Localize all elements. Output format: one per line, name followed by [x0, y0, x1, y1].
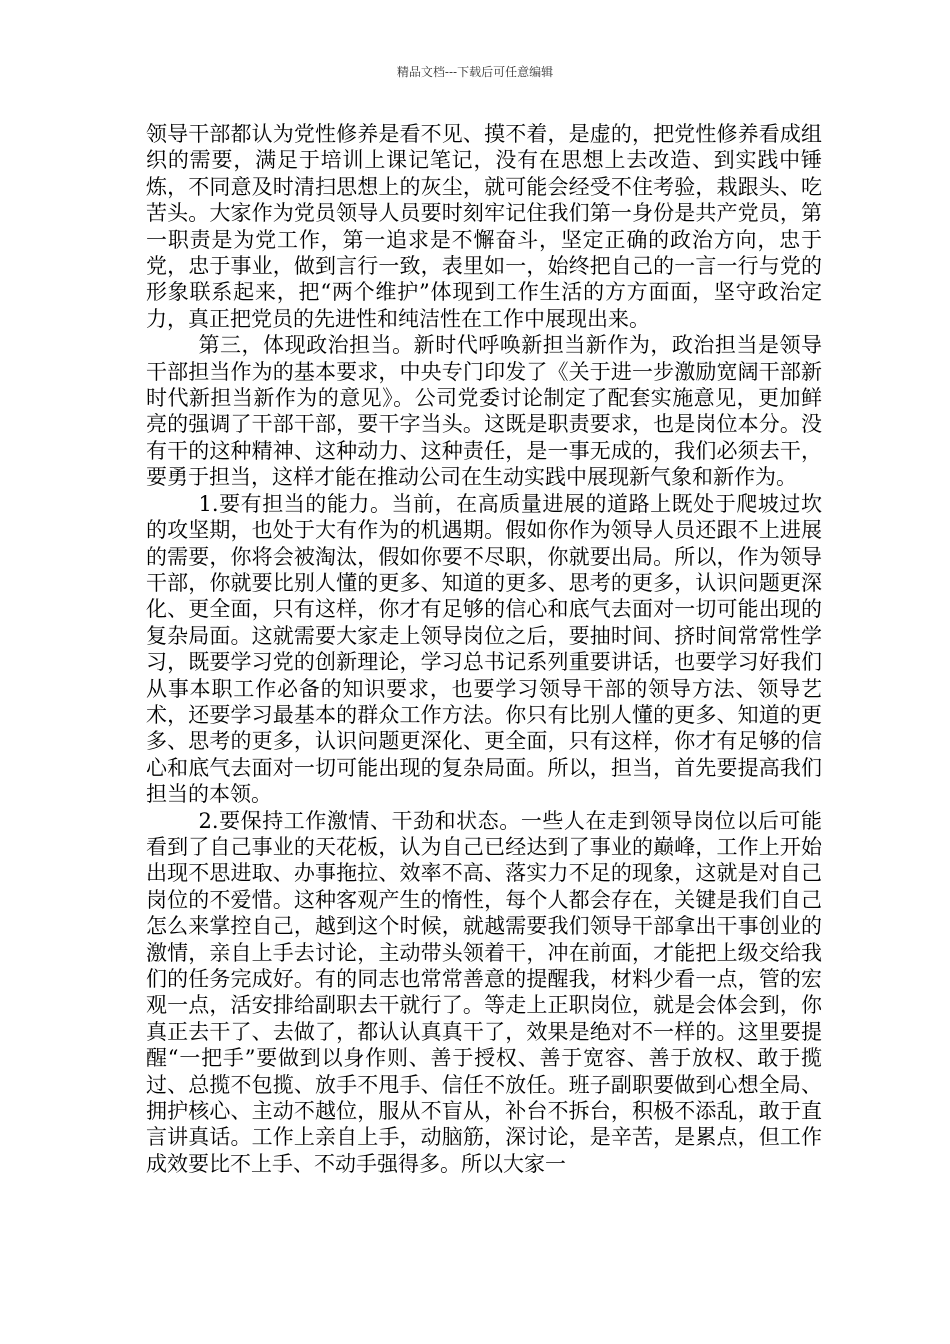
paragraph-continuation: 领导干部都认为党性修养是看不见、摸不着，是虚的，把党性修养看成组织的需要，满足于培训上课记笔记，没有在思想上去改造、到实践中锤炼，不同意及时清扫思想上的灰尘，就可能会经受不住考验，栽跟头、吃苦头。大家作为党员领导人员要时刻牢记住我们第一身份是共产党员，第一职责是为党工作，第一追求是不懈奋斗，坚定正确的政治方向，忠于党，忠于事业，做到言行一致，表里如一，始终把自己的一言一行与党的形象联系起来，把“两个维护”体现到工作生活的方方面面，坚守政治定力，真正把党员的先进性和纯洁性在工作中展现出来。	[146, 122, 822, 331]
paragraph-point-one: 1.要有担当的能力。当前，在高质量进展的道路上既处于爬坡过坎的攻坚期，也处于大有作为的机遇期。假如你作为领导人员还跟不上进展的需要，你将会被淘汰，假如你要不尽职，你就要出局。所以，作为领导干部，你就要比别人懂的更多、知道的更多、思考的更多，认识问题更深化、更全面，只有这样，你才有足够的信心和底气去面对一切可能出现的复杂局面。这就需要大家走上领导岗位之后，要抽时间、挤时间常常性学习，既要学习党的创新理论，学习总书记系列重要讲话，也要学习好我们从事本职工作必备的知识要求，也要学习领导干部的领导方法、领导艺术，还要学习最基本的群众工作方法。你只有比别人懂的更多、知道的更多、思考的更多，认识问题更深化、更全面，只有这样，你才有足够的信心和底气去面对一切可能出现的复杂局面。所以，担当，首先要提高我们担当的本领。	[146, 491, 822, 807]
page-header: 精品文档---下载后可任意编辑	[396, 65, 554, 79]
paragraph-section-three: 第三，体现政治担当。新时代呼唤新担当新作为，政治担当是领导干部担当作为的基本要求，中央专门印发了《关于进一步激励宽阔干部新时代新担当新作为的意见》。公司党委讨论制定了配套实施意见，更加鲜亮的强调了干部干部，要干字当头。这既是职责要求，也是岗位本分。没有干的这种精神、这种动力、这种责任，是一事无成的，我们必须去干，要勇于担当，这样才能在推动公司在生动实践中展现新气象和新作为。	[146, 333, 822, 490]
document-body	[146, 121, 822, 1177]
paragraph-point-two: 2.要保持工作激情、干劲和状态。一些人在走到领导岗位以后可能看到了自己事业的天花板，认为自己已经达到了事业的巅峰，工作上开始出现不思进取、办事拖拉、效率不高、落实力不足的现象，这就是对自己岗位的不爱惜。这种客观产生的惰性，每个人都会存在，关键是我们自己怎么来掌控自己，越到这个时候，就越需要我们领导干部拿出干事创业的激情，亲自上手去讨论，主动带头领着干，冲在前面，才能把上级交给我们的任务完成好。有的同志也常常善意的提醒我，材料少看一点，管的宏观一点，活安排给副职去干就行了。等走上正职岗位，就是会体会到，你真正去干了、去做了，都认认真真干了，效果是绝对不一样的。这里要提醒“一把手”要做到以身作则、善于授权、善于宽容、善于放权、敢于揽过、总揽不包揽、放手不甩手、信任不放任。班子副职要做到心想全局、拥护核心、主动不越位，服从不盲从，补台不拆台，积极不添乱，敢于直言讲真话。工作上亲自上手，动脑筋，深讨论，是辛苦，是累点，但工作成效要比不上手、不动手强得多。所以大家一	[146, 808, 822, 1176]
